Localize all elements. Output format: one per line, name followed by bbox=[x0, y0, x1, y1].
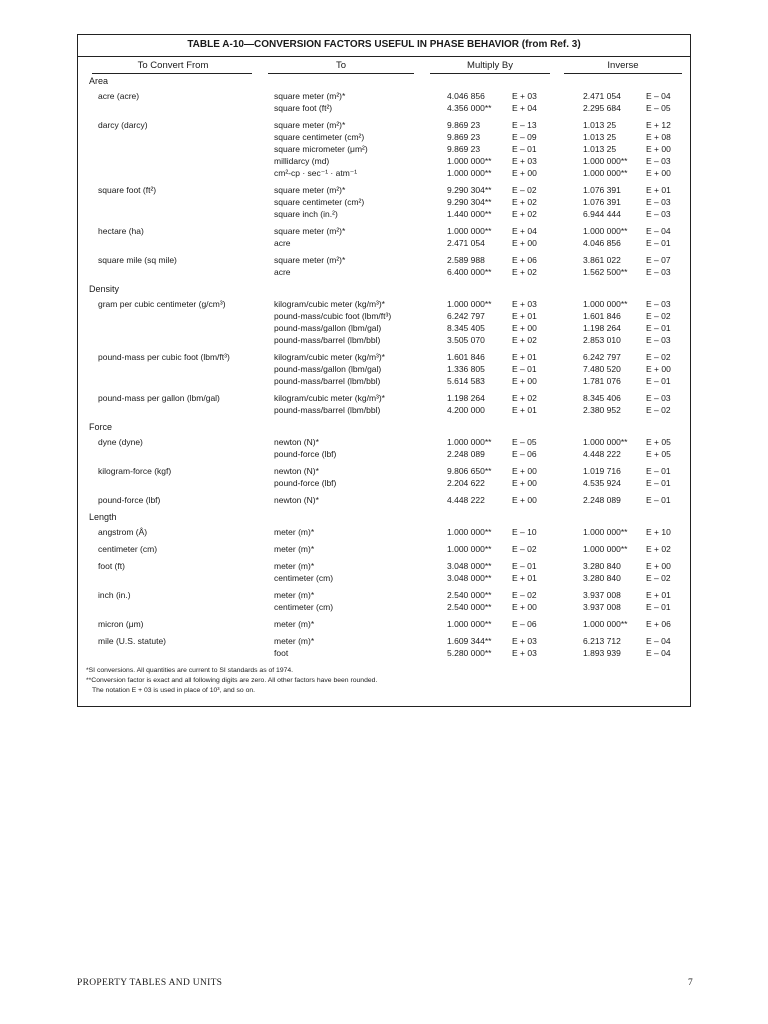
section-heading: Length bbox=[89, 512, 117, 522]
mant-cell: 2.540 000** bbox=[447, 602, 492, 612]
imant-cell: 4.535 924 bbox=[583, 478, 621, 488]
imant-cell: 2.471 054 bbox=[583, 91, 621, 101]
iexp-cell: E – 04 bbox=[646, 91, 671, 101]
mant-cell: 9.869 23 bbox=[447, 132, 481, 142]
imant-cell: 3.937 008 bbox=[583, 602, 621, 612]
to-cell: newton (N)* bbox=[274, 437, 319, 447]
exp-cell: E + 03 bbox=[512, 636, 537, 646]
mant-cell: 3.048 000** bbox=[447, 561, 492, 571]
to-cell: square micrometer (μm²) bbox=[274, 144, 368, 154]
imant-cell: 3.861 022 bbox=[583, 255, 621, 265]
exp-cell: E – 02 bbox=[512, 185, 537, 195]
table-row bbox=[78, 237, 690, 249]
convert-from-cell: centimeter (cm) bbox=[98, 544, 158, 554]
iexp-cell: E – 02 bbox=[646, 352, 671, 362]
to-cell: meter (m)* bbox=[274, 527, 315, 537]
table-row bbox=[78, 119, 690, 131]
table-row bbox=[78, 448, 690, 460]
iexp-cell: E + 00 bbox=[646, 168, 671, 178]
table-title: TABLE A-10—CONVERSION FACTORS USEFUL IN PHASE BEHAVIOR (from Ref. 3) bbox=[187, 39, 581, 50]
imant-cell: 3.937 008 bbox=[583, 590, 621, 600]
exp-cell: E + 03 bbox=[512, 156, 537, 166]
header-from-rule bbox=[92, 73, 252, 74]
exp-cell: E + 04 bbox=[512, 103, 537, 113]
imant-cell: 3.280 840 bbox=[583, 561, 621, 571]
exp-cell: E + 03 bbox=[512, 648, 537, 658]
iexp-cell: E + 08 bbox=[646, 132, 671, 142]
mant-cell: 3.048 000** bbox=[447, 573, 492, 583]
to-cell: newton (N)* bbox=[274, 466, 319, 476]
footer-section-title: PROPERTY TABLES AND UNITS bbox=[77, 978, 223, 988]
imant-cell: 1.562 500** bbox=[583, 267, 628, 277]
iexp-cell: E – 04 bbox=[646, 648, 671, 658]
table-row bbox=[78, 298, 690, 310]
exp-cell: E + 02 bbox=[512, 393, 537, 403]
imant-cell: 7.480 520 bbox=[583, 364, 621, 374]
exp-cell: E + 00 bbox=[512, 602, 537, 612]
to-cell: square centimeter (cm²) bbox=[274, 197, 365, 207]
iexp-cell: E – 01 bbox=[646, 238, 671, 248]
iexp-cell: E + 00 bbox=[646, 364, 671, 374]
iexp-cell: E + 12 bbox=[646, 120, 671, 130]
imant-cell: 1.000 000** bbox=[583, 544, 628, 554]
exp-cell: E + 06 bbox=[512, 255, 537, 265]
footnote: The notation E + 03 is used in place of 10³, and so on. bbox=[92, 687, 256, 694]
mant-cell: 1.336 805 bbox=[447, 364, 485, 374]
to-cell: meter (m)* bbox=[274, 619, 315, 629]
to-cell: millidarcy (md) bbox=[274, 156, 330, 166]
mant-cell: 3.505 070 bbox=[447, 335, 485, 345]
convert-from-cell: foot (ft) bbox=[98, 561, 125, 571]
imant-cell: 1.000 000** bbox=[583, 156, 628, 166]
header-inverse-rule bbox=[564, 73, 682, 74]
convert-from-cell: pound-mass per cubic foot (lbm/ft³) bbox=[98, 352, 230, 362]
header-to: To bbox=[335, 60, 347, 71]
exp-cell: E – 01 bbox=[512, 144, 537, 154]
exp-cell: E + 01 bbox=[512, 311, 537, 321]
to-cell: kilogram/cubic meter (kg/m³)* bbox=[274, 352, 385, 362]
convert-from-cell: pound-mass per gallon (lbm/gal) bbox=[98, 393, 220, 403]
to-cell: meter (m)* bbox=[274, 544, 315, 554]
mant-cell: 2.540 000** bbox=[447, 590, 492, 600]
exp-cell: E + 03 bbox=[512, 299, 537, 309]
imant-cell: 1.013 25 bbox=[583, 132, 617, 142]
imant-cell: 8.345 406 bbox=[583, 393, 621, 403]
mant-cell: 1.000 000** bbox=[447, 619, 492, 629]
table-row bbox=[78, 465, 690, 477]
to-cell: foot bbox=[274, 648, 289, 658]
to-cell: pound-mass/barrel (lbm/bbl) bbox=[274, 405, 381, 415]
mant-cell: 2.248 089 bbox=[447, 449, 485, 459]
exp-cell: E + 03 bbox=[512, 91, 537, 101]
mant-cell: 9.869 23 bbox=[447, 120, 481, 130]
iexp-cell: E – 05 bbox=[646, 103, 671, 113]
imant-cell: 1.781 076 bbox=[583, 376, 621, 386]
imant-cell: 1.013 25 bbox=[583, 120, 617, 130]
to-cell: square meter (m²)* bbox=[274, 226, 346, 236]
to-cell: pound-mass/barrel (lbm/bbl) bbox=[274, 376, 381, 386]
to-cell: square centimeter (cm²) bbox=[274, 132, 365, 142]
header-from: To Convert From bbox=[137, 60, 209, 71]
mant-cell: 1.000 000** bbox=[447, 168, 492, 178]
exp-cell: E + 00 bbox=[512, 376, 537, 386]
exp-cell: E + 04 bbox=[512, 226, 537, 236]
exp-cell: E + 00 bbox=[512, 238, 537, 248]
to-cell: pound-mass/gallon (lbm/gal) bbox=[274, 364, 382, 374]
table-row bbox=[78, 526, 690, 538]
table-row bbox=[78, 494, 690, 506]
to-cell: meter (m)* bbox=[274, 636, 315, 646]
iexp-cell: E + 00 bbox=[646, 144, 671, 154]
imant-cell: 1.000 000** bbox=[583, 299, 628, 309]
mant-cell: 4.448 222 bbox=[447, 495, 485, 505]
exp-cell: E + 00 bbox=[512, 495, 537, 505]
to-cell: meter (m)* bbox=[274, 590, 315, 600]
exp-cell: E + 00 bbox=[512, 323, 537, 333]
to-cell: square inch (in.²) bbox=[274, 209, 338, 219]
mant-cell: 9.869 23 bbox=[447, 144, 481, 154]
iexp-cell: E – 03 bbox=[646, 156, 671, 166]
iexp-cell: E – 03 bbox=[646, 299, 671, 309]
mant-cell: 6.242 797 bbox=[447, 311, 485, 321]
mant-cell: 9.290 304** bbox=[447, 197, 492, 207]
mant-cell: 2.471 054 bbox=[447, 238, 485, 248]
convert-from-cell: kilogram-force (kgf) bbox=[98, 466, 172, 476]
imant-cell: 1.000 000** bbox=[583, 527, 628, 537]
mant-cell: 1.609 344** bbox=[447, 636, 492, 646]
table-row bbox=[78, 225, 690, 237]
iexp-cell: E – 02 bbox=[646, 311, 671, 321]
table-row bbox=[78, 477, 690, 489]
table-row bbox=[78, 635, 690, 647]
iexp-cell: E – 02 bbox=[646, 405, 671, 415]
table-row bbox=[78, 310, 690, 322]
table-row bbox=[78, 131, 690, 143]
iexp-cell: E + 00 bbox=[646, 561, 671, 571]
table-row bbox=[78, 155, 690, 167]
title-divider bbox=[78, 56, 690, 57]
mant-cell: 1.000 000** bbox=[447, 544, 492, 554]
table-row bbox=[78, 102, 690, 114]
to-cell: pound-mass/barrel (lbm/bbl) bbox=[274, 335, 381, 345]
to-cell: pound-force (lbf) bbox=[274, 478, 337, 488]
convert-from-cell: pound-force (lbf) bbox=[98, 495, 161, 505]
mant-cell: 1.601 846 bbox=[447, 352, 485, 362]
convert-from-cell: angstrom (Å) bbox=[98, 527, 148, 537]
mant-cell: 4.200 000 bbox=[447, 405, 485, 415]
exp-cell: E + 02 bbox=[512, 209, 537, 219]
imant-cell: 2.853 010 bbox=[583, 335, 621, 345]
header-inverse: Inverse bbox=[607, 60, 639, 71]
table-row bbox=[78, 322, 690, 334]
table-row bbox=[78, 436, 690, 448]
exp-cell: E – 05 bbox=[512, 437, 537, 447]
convert-from-cell: hectare (ha) bbox=[98, 226, 144, 236]
table-row bbox=[78, 334, 690, 346]
to-cell: square meter (m²)* bbox=[274, 255, 346, 265]
section-heading: Force bbox=[89, 422, 113, 432]
table-row bbox=[78, 618, 690, 630]
imant-cell: 2.380 952 bbox=[583, 405, 621, 415]
imant-cell: 2.295 684 bbox=[583, 103, 621, 113]
iexp-cell: E – 03 bbox=[646, 209, 671, 219]
exp-cell: E + 01 bbox=[512, 405, 537, 415]
to-cell: pound-mass/cubic foot (lbm/ft³) bbox=[274, 311, 392, 321]
to-cell: kilogram/cubic meter (kg/m³)* bbox=[274, 299, 385, 309]
footnote: **Conversion factor is exact and all following digits are zero. All other factors have been rounded. bbox=[86, 677, 378, 684]
conversion-table bbox=[77, 34, 691, 707]
iexp-cell: E – 01 bbox=[646, 466, 671, 476]
to-cell: square meter (m²)* bbox=[274, 185, 346, 195]
exp-cell: E – 01 bbox=[512, 364, 537, 374]
table-row bbox=[78, 560, 690, 572]
to-cell: acre bbox=[274, 267, 291, 277]
iexp-cell: E – 03 bbox=[646, 393, 671, 403]
iexp-cell: E – 07 bbox=[646, 255, 671, 265]
iexp-cell: E + 01 bbox=[646, 590, 671, 600]
imant-cell: 1.000 000** bbox=[583, 168, 628, 178]
header-to-rule bbox=[268, 73, 414, 74]
iexp-cell: E + 10 bbox=[646, 527, 671, 537]
mant-cell: 6.400 000** bbox=[447, 267, 492, 277]
exp-cell: E – 13 bbox=[512, 120, 537, 130]
to-cell: square meter (m²)* bbox=[274, 91, 346, 101]
mant-cell: 2.589 988 bbox=[447, 255, 485, 265]
mant-cell: 1.000 000** bbox=[447, 156, 492, 166]
iexp-cell: E – 01 bbox=[646, 495, 671, 505]
imant-cell: 1.000 000** bbox=[583, 437, 628, 447]
convert-from-cell: dyne (dyne) bbox=[98, 437, 143, 447]
iexp-cell: E – 01 bbox=[646, 478, 671, 488]
table-row bbox=[78, 184, 690, 196]
iexp-cell: E – 03 bbox=[646, 197, 671, 207]
table-row bbox=[78, 208, 690, 220]
section-heading: Area bbox=[89, 76, 109, 86]
convert-from-cell: gram per cubic centimeter (g/cm³) bbox=[98, 299, 226, 309]
mant-cell: 8.345 405 bbox=[447, 323, 485, 333]
to-cell: centimeter (cm) bbox=[274, 573, 334, 583]
table-row bbox=[78, 254, 690, 266]
imant-cell: 4.448 222 bbox=[583, 449, 621, 459]
to-cell: pound-mass/gallon (lbm/gal) bbox=[274, 323, 382, 333]
mant-cell: 1.000 000** bbox=[447, 527, 492, 537]
table-row bbox=[78, 90, 690, 102]
mant-cell: 1.440 000** bbox=[447, 209, 492, 219]
convert-from-cell: square foot (ft²) bbox=[98, 185, 157, 195]
mant-cell: 9.806 650** bbox=[447, 466, 492, 476]
iexp-cell: E – 01 bbox=[646, 376, 671, 386]
iexp-cell: E – 01 bbox=[646, 323, 671, 333]
convert-from-cell: acre (acre) bbox=[98, 91, 140, 101]
imant-cell: 1.198 264 bbox=[583, 323, 621, 333]
table-row bbox=[78, 589, 690, 601]
iexp-cell: E + 01 bbox=[646, 185, 671, 195]
exp-cell: E + 02 bbox=[512, 335, 537, 345]
exp-cell: E + 02 bbox=[512, 267, 537, 277]
exp-cell: E – 01 bbox=[512, 561, 537, 571]
mant-cell: 1.000 000** bbox=[447, 299, 492, 309]
exp-cell: E + 01 bbox=[512, 352, 537, 362]
exp-cell: E + 00 bbox=[512, 168, 537, 178]
iexp-cell: E – 03 bbox=[646, 267, 671, 277]
iexp-cell: E – 04 bbox=[646, 226, 671, 236]
table-row bbox=[78, 375, 690, 387]
iexp-cell: E + 05 bbox=[646, 437, 671, 447]
table-row bbox=[78, 601, 690, 613]
imant-cell: 3.280 840 bbox=[583, 573, 621, 583]
imant-cell: 6.213 712 bbox=[583, 636, 621, 646]
exp-cell: E + 00 bbox=[512, 466, 537, 476]
imant-cell: 1.019 716 bbox=[583, 466, 621, 476]
convert-from-cell: darcy (darcy) bbox=[98, 120, 148, 130]
convert-from-cell: inch (in.) bbox=[98, 590, 131, 600]
to-cell: pound-force (lbf) bbox=[274, 449, 337, 459]
imant-cell: 1.076 391 bbox=[583, 185, 621, 195]
table-row bbox=[78, 572, 690, 584]
iexp-cell: E + 06 bbox=[646, 619, 671, 629]
imant-cell: 1.601 846 bbox=[583, 311, 621, 321]
convert-from-cell: micron (μm) bbox=[98, 619, 144, 629]
section-heading: Density bbox=[89, 284, 120, 294]
convert-from-cell: mile (U.S. statute) bbox=[98, 636, 167, 646]
table-row bbox=[78, 647, 690, 659]
iexp-cell: E – 03 bbox=[646, 335, 671, 345]
table-row bbox=[78, 351, 690, 363]
exp-cell: E – 09 bbox=[512, 132, 537, 142]
iexp-cell: E – 02 bbox=[646, 573, 671, 583]
imant-cell: 4.046 856 bbox=[583, 238, 621, 248]
mant-cell: 1.198 264 bbox=[447, 393, 485, 403]
convert-from-cell: square mile (sq mile) bbox=[98, 255, 177, 265]
exp-cell: E – 02 bbox=[512, 544, 537, 554]
exp-cell: E – 06 bbox=[512, 619, 537, 629]
to-cell: centimeter (cm) bbox=[274, 602, 334, 612]
to-cell: newton (N)* bbox=[274, 495, 319, 505]
imant-cell: 6.944 444 bbox=[583, 209, 621, 219]
table-row bbox=[78, 363, 690, 375]
table-row bbox=[78, 404, 690, 416]
mant-cell: 5.614 583 bbox=[447, 376, 485, 386]
page-number: 7 bbox=[687, 978, 693, 988]
table-row bbox=[78, 143, 690, 155]
mant-cell: 4.046 856 bbox=[447, 91, 485, 101]
imant-cell: 1.013 25 bbox=[583, 144, 617, 154]
exp-cell: E + 02 bbox=[512, 197, 537, 207]
to-cell: kilogram/cubic meter (kg/m³)* bbox=[274, 393, 385, 403]
exp-cell: E + 00 bbox=[512, 478, 537, 488]
footnote: *SI conversions. All quantities are current to SI standards as of 1974. bbox=[86, 667, 294, 674]
to-cell: cm²-cp · sec⁻¹ · atm⁻¹ bbox=[274, 168, 358, 178]
to-cell: square meter (m²)* bbox=[274, 120, 346, 130]
iexp-cell: E – 04 bbox=[646, 636, 671, 646]
header-multiply-rule bbox=[430, 73, 550, 74]
table-row bbox=[78, 196, 690, 208]
imant-cell: 2.248 089 bbox=[583, 495, 621, 505]
imant-cell: 1.076 391 bbox=[583, 197, 621, 207]
imant-cell: 1.000 000** bbox=[583, 226, 628, 236]
mant-cell: 4.356 000** bbox=[447, 103, 492, 113]
imant-cell: 6.242 797 bbox=[583, 352, 621, 362]
imant-cell: 1.893 939 bbox=[583, 648, 621, 658]
exp-cell: E – 10 bbox=[512, 527, 537, 537]
mant-cell: 2.204 622 bbox=[447, 478, 485, 488]
to-cell: acre bbox=[274, 238, 291, 248]
table-row bbox=[78, 167, 690, 179]
header-multiply: Multiply By bbox=[467, 60, 513, 71]
iexp-cell: E + 05 bbox=[646, 449, 671, 459]
exp-cell: E + 01 bbox=[512, 573, 537, 583]
exp-cell: E – 02 bbox=[512, 590, 537, 600]
table-row bbox=[78, 543, 690, 555]
table-row bbox=[78, 266, 690, 278]
mant-cell: 1.000 000** bbox=[447, 226, 492, 236]
to-cell: meter (m)* bbox=[274, 561, 315, 571]
mant-cell: 1.000 000** bbox=[447, 437, 492, 447]
iexp-cell: E – 01 bbox=[646, 602, 671, 612]
mant-cell: 5.280 000** bbox=[447, 648, 492, 658]
exp-cell: E – 06 bbox=[512, 449, 537, 459]
table-row bbox=[78, 392, 690, 404]
to-cell: square foot (ft²) bbox=[274, 103, 333, 113]
imant-cell: 1.000 000** bbox=[583, 619, 628, 629]
iexp-cell: E + 02 bbox=[646, 544, 671, 554]
mant-cell: 9.290 304** bbox=[447, 185, 492, 195]
